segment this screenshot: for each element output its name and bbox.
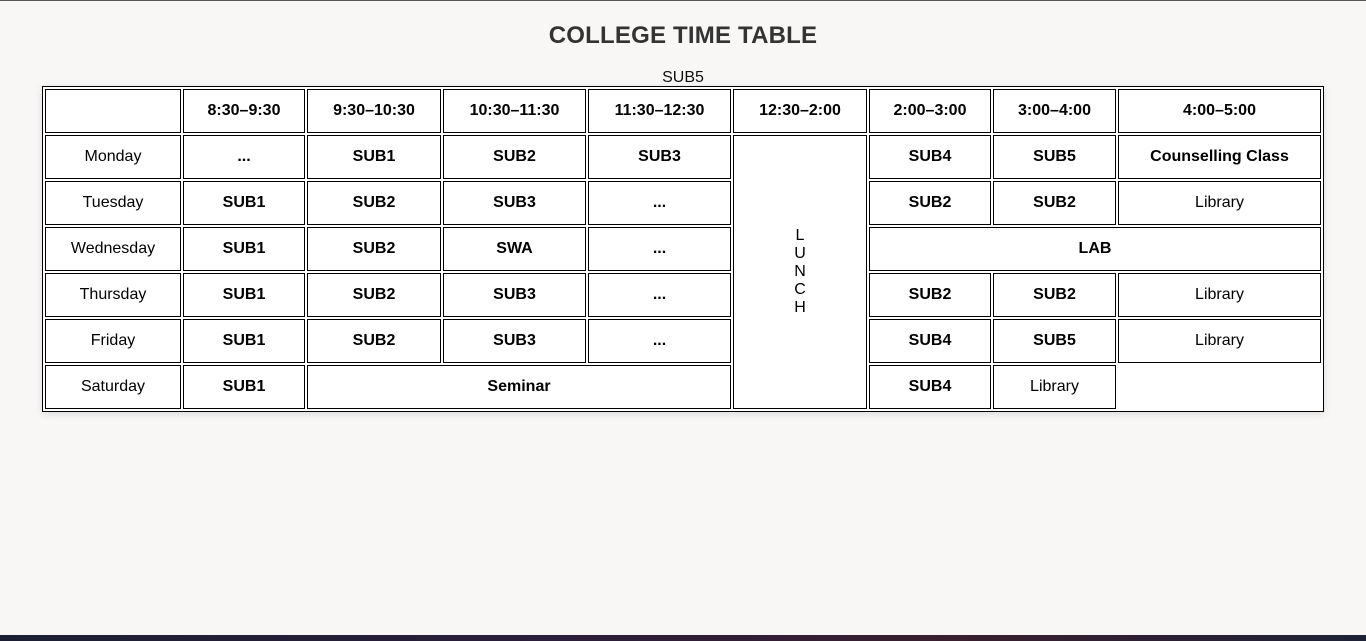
period-cell: SUB2 bbox=[307, 319, 441, 363]
time-header: 3:00–4:00 bbox=[993, 89, 1116, 133]
time-header: 4:00–5:00 bbox=[1118, 89, 1321, 133]
time-header: 12:30–2:00 bbox=[733, 89, 867, 133]
period-cell: Library bbox=[993, 365, 1116, 409]
period-cell: SUB2 bbox=[443, 135, 586, 179]
table-row bbox=[45, 365, 1321, 409]
seminar-cell: Seminar bbox=[307, 365, 731, 409]
period-cell: ... bbox=[183, 135, 305, 179]
time-header: 10:30–11:30 bbox=[443, 89, 586, 133]
period-cell: SUB2 bbox=[307, 181, 441, 225]
day-label: Thursday bbox=[45, 273, 181, 317]
top-border bbox=[0, 0, 1366, 1]
lunch-letter: N bbox=[794, 263, 806, 280]
period-cell: SUB2 bbox=[307, 227, 441, 271]
period-cell: SUB5 bbox=[993, 319, 1116, 363]
lunch-cell bbox=[733, 135, 867, 409]
day-label: Tuesday bbox=[45, 181, 181, 225]
period-cell: SWA bbox=[443, 227, 586, 271]
header-row bbox=[45, 89, 1321, 133]
period-cell: SUB1 bbox=[183, 181, 305, 225]
period-cell: SUB3 bbox=[443, 181, 586, 225]
period-cell: Library bbox=[1118, 273, 1321, 317]
period-cell: SUB4 bbox=[869, 365, 991, 409]
period-cell: SUB3 bbox=[443, 273, 586, 317]
period-cell: SUB1 bbox=[183, 273, 305, 317]
day-label: Monday bbox=[45, 135, 181, 179]
period-cell: SUB2 bbox=[307, 273, 441, 317]
corner-cell bbox=[45, 89, 181, 133]
period-cell: SUB1 bbox=[183, 319, 305, 363]
period-cell: Library bbox=[1118, 181, 1321, 225]
table-row bbox=[45, 273, 1321, 317]
page-title: COLLEGE TIME TABLE bbox=[548, 22, 818, 49]
period-cell: ... bbox=[588, 181, 731, 225]
lunch-letter: H bbox=[794, 299, 806, 316]
period-cell: SUB2 bbox=[869, 181, 991, 225]
period-cell: SUB4 bbox=[869, 319, 991, 363]
table-row bbox=[45, 181, 1321, 225]
day-label: Friday bbox=[45, 319, 181, 363]
day-label: Wednesday bbox=[45, 227, 181, 271]
timetable bbox=[42, 86, 1324, 412]
period-cell: Counselling Class bbox=[1118, 135, 1321, 179]
period-cell: ... bbox=[588, 319, 731, 363]
period-cell: SUB5 bbox=[993, 135, 1116, 179]
time-header: 11:30–12:30 bbox=[588, 89, 731, 133]
time-header: 2:00–3:00 bbox=[869, 89, 991, 133]
period-cell: SUB1 bbox=[307, 135, 441, 179]
lunch-letter: L bbox=[795, 227, 805, 244]
lunch-letter: U bbox=[794, 245, 806, 262]
lunch-letter: C bbox=[794, 281, 806, 298]
table-row bbox=[45, 227, 1321, 271]
period-cell: Library bbox=[1118, 319, 1321, 363]
period-cell: SUB4 bbox=[869, 135, 991, 179]
period-cell: SUB1 bbox=[183, 365, 305, 409]
time-header: 9:30–10:30 bbox=[307, 89, 441, 133]
table-row bbox=[45, 135, 1321, 179]
time-header: 8:30–9:30 bbox=[183, 89, 305, 133]
period-cell: SUB3 bbox=[588, 135, 731, 179]
period-cell: ... bbox=[588, 227, 731, 271]
period-cell: SUB2 bbox=[993, 181, 1116, 225]
table-caption: SUB5 bbox=[662, 69, 704, 86]
period-cell: ... bbox=[588, 273, 731, 317]
taskbar-edge bbox=[0, 635, 1366, 641]
period-cell: SUB2 bbox=[993, 273, 1116, 317]
lab-cell: LAB bbox=[869, 227, 1321, 271]
table-row bbox=[45, 319, 1321, 363]
empty-cell bbox=[1118, 365, 1321, 409]
day-label: Saturday bbox=[45, 365, 181, 409]
period-cell: SUB1 bbox=[183, 227, 305, 271]
period-cell: SUB2 bbox=[869, 273, 991, 317]
period-cell: SUB3 bbox=[443, 319, 586, 363]
